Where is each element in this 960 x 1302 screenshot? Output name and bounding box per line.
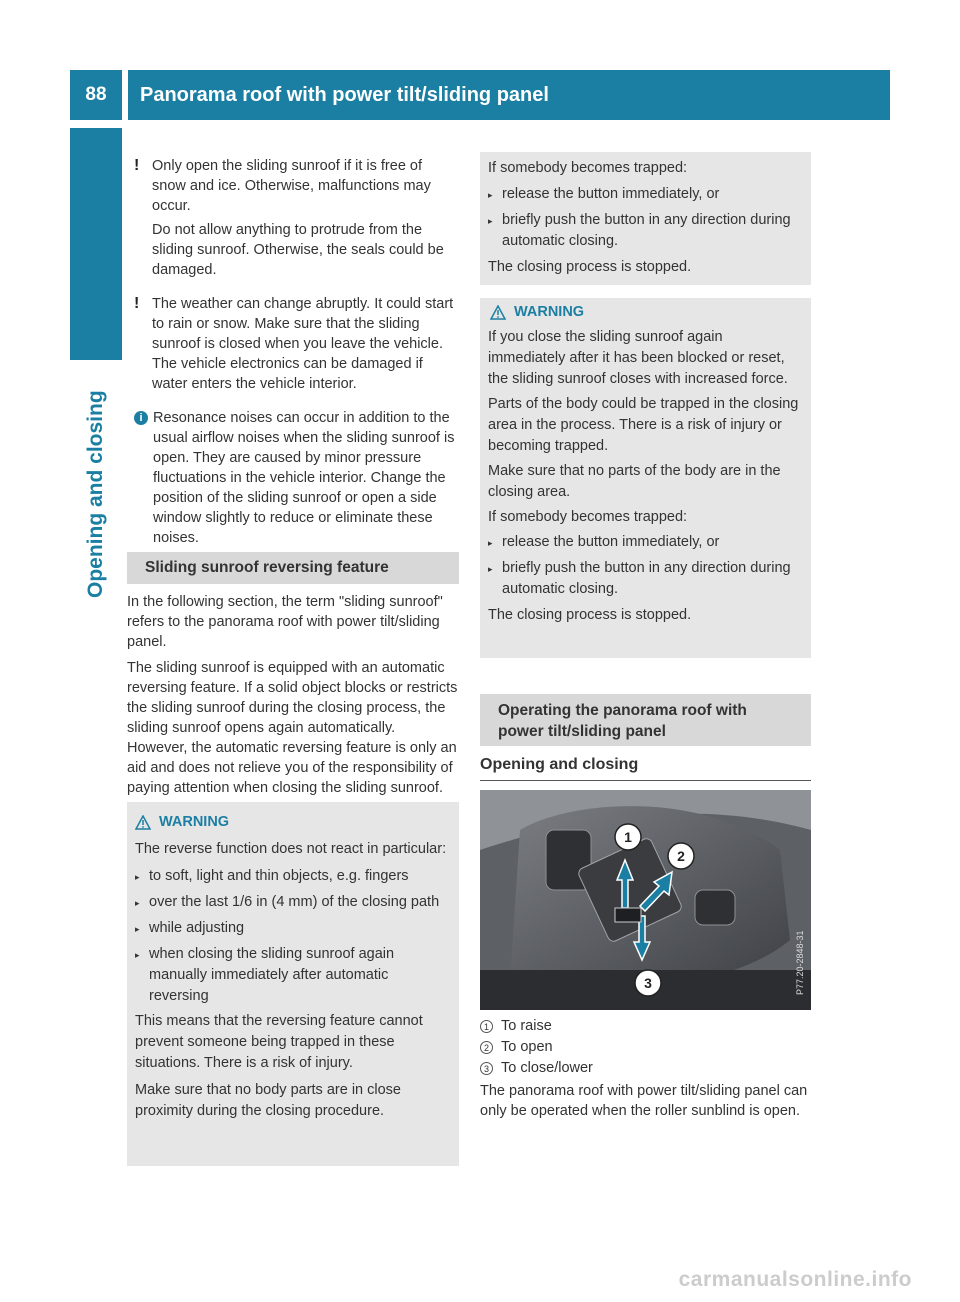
warning-triangle-icon (490, 305, 506, 320)
page-number: 88 (70, 70, 122, 120)
bullet-item: ▸ release the button immediately, or (488, 534, 720, 550)
caution-icon: ! (134, 157, 140, 174)
caution-icon: ! (134, 295, 140, 312)
section-heading: Sliding sunroof reversing feature (127, 552, 459, 584)
warning-triangle-icon (135, 815, 151, 830)
note-info (134, 408, 459, 548)
left-body (127, 592, 459, 798)
warning-text: The closing process is stopped. (488, 607, 692, 623)
legend-text: To raise (501, 1018, 552, 1034)
body-paragraph: The panorama roof with power tilt/sliding panel can only be operated when the roller sunblind is open. (480, 1083, 808, 1119)
legend-text: To close/lower (501, 1060, 593, 1076)
page-title: Panorama roof with power tilt/sliding panel (128, 70, 890, 120)
overhead-control-figure (480, 790, 811, 1010)
callout-2: 2 (677, 848, 685, 864)
trapped-info-box (480, 152, 811, 285)
warning-title: WARNING (159, 814, 230, 830)
legend-item (480, 1037, 811, 1058)
bullet-item: ▸ to soft, light and thin objects, e.g. fingers (135, 868, 409, 884)
legend-item (480, 1016, 811, 1037)
note-text: The weather can change abruptly. It could start to rain or snow. Make sure that the sliding sunroof is closed when you leave the vehicle. The vehicle electronics can be damaged if water enters the vehicle interior. (152, 296, 454, 392)
warning-text: Make sure that no body parts are in close proximity during the closing procedure. (135, 1082, 401, 1119)
section-heading: Operating the panorama roof with power tilt/sliding panel (480, 694, 811, 746)
warning-text: The reverse function does not react in particular: (135, 841, 447, 857)
legend-number: 1 (480, 1020, 493, 1033)
note-caution-2 (134, 294, 459, 394)
note-text: Do not allow anything to protrude from the sliding sunroof. Otherwise, the seals could be damaged. (152, 222, 444, 278)
callout-1: 1 (624, 829, 632, 845)
note-caution-1 (134, 156, 459, 280)
note-text: Only open the sliding sunroof if it is free of snow and ice. Otherwise, malfunctions may occur. (152, 158, 431, 214)
legend-number: 2 (480, 1041, 493, 1054)
bullet-item: ▸ when closing the sliding sunroof again manually immediately after automatic reversing (135, 946, 395, 1004)
box-text: The closing process is stopped. (488, 259, 692, 275)
bullet-item: ▸ release the button immediately, or (488, 186, 720, 202)
warning-text: Parts of the body could be trapped in the closing area in the process. There is a risk of injury or becoming trapped. (488, 396, 799, 454)
watermark: carmanualsonline.info (678, 1268, 912, 1291)
warning-box (127, 802, 459, 1166)
info-icon: i (134, 411, 148, 425)
side-tab (70, 128, 122, 360)
side-tab-label: Opening and closing (84, 390, 107, 598)
bullet-item: ▸ while adjusting (135, 920, 245, 936)
note-text: Resonance noises can occur in addition to the usual airflow noises when the sliding sunroof is open. They are caused by minor pressure fluctuations in the vehicle interior. Change the position of the sliding sunroof or open a side window slightly to reduce or eliminate these noises. (153, 410, 455, 546)
bullet-item: ▸ over the last 1/6 in (4 mm) of the closing path (135, 894, 440, 910)
warning-text: If you close the sliding sunroof again immediately after it has been blocked or reset, the sliding sunroof closes with increased force. (488, 329, 788, 387)
callout-3: 3 (644, 975, 652, 991)
figure-code: P77.20-2848-31 (795, 930, 805, 995)
overhead-control-illustration (480, 790, 811, 1010)
legend-item (480, 1058, 811, 1079)
subsection-heading: Opening and closing (480, 756, 811, 781)
warning-text: Make sure that no parts of the body are in the closing area. (488, 463, 781, 500)
warning-heading (135, 812, 449, 833)
bullet-item: ▸ briefly push the button in any direction during automatic closing. (488, 212, 791, 249)
warning-heading (490, 302, 803, 323)
warning-title: WARNING (514, 304, 585, 320)
warning-text: This means that the reversing feature cannot prevent someone being trapped in these situations. There is a risk of injury. (135, 1013, 423, 1071)
warning-box-2 (480, 298, 811, 658)
left-column (134, 156, 459, 548)
figure-legend (480, 1016, 811, 1121)
bullet-item: ▸ briefly push the button in any direction during automatic closing. (488, 560, 791, 597)
warning-text: If somebody becomes trapped: (488, 509, 688, 525)
body-paragraph: In the following section, the term "sliding sunroof" refers to the panorama roof with power tilt/sliding panel. (127, 594, 443, 650)
legend-number: 3 (480, 1062, 493, 1075)
box-text: If somebody becomes trapped: (488, 160, 688, 176)
legend-text: To open (501, 1039, 553, 1055)
body-paragraph: The sliding sunroof is equipped with an automatic reversing feature. If a solid object blocks or restricts the sliding sunroof during the closing process, the sliding sunroof opens again automatically. However, the automatic reversing feature is only an aid and does not relieve you of the responsibility of paying attention when closing the sliding sunroof. (127, 660, 458, 796)
